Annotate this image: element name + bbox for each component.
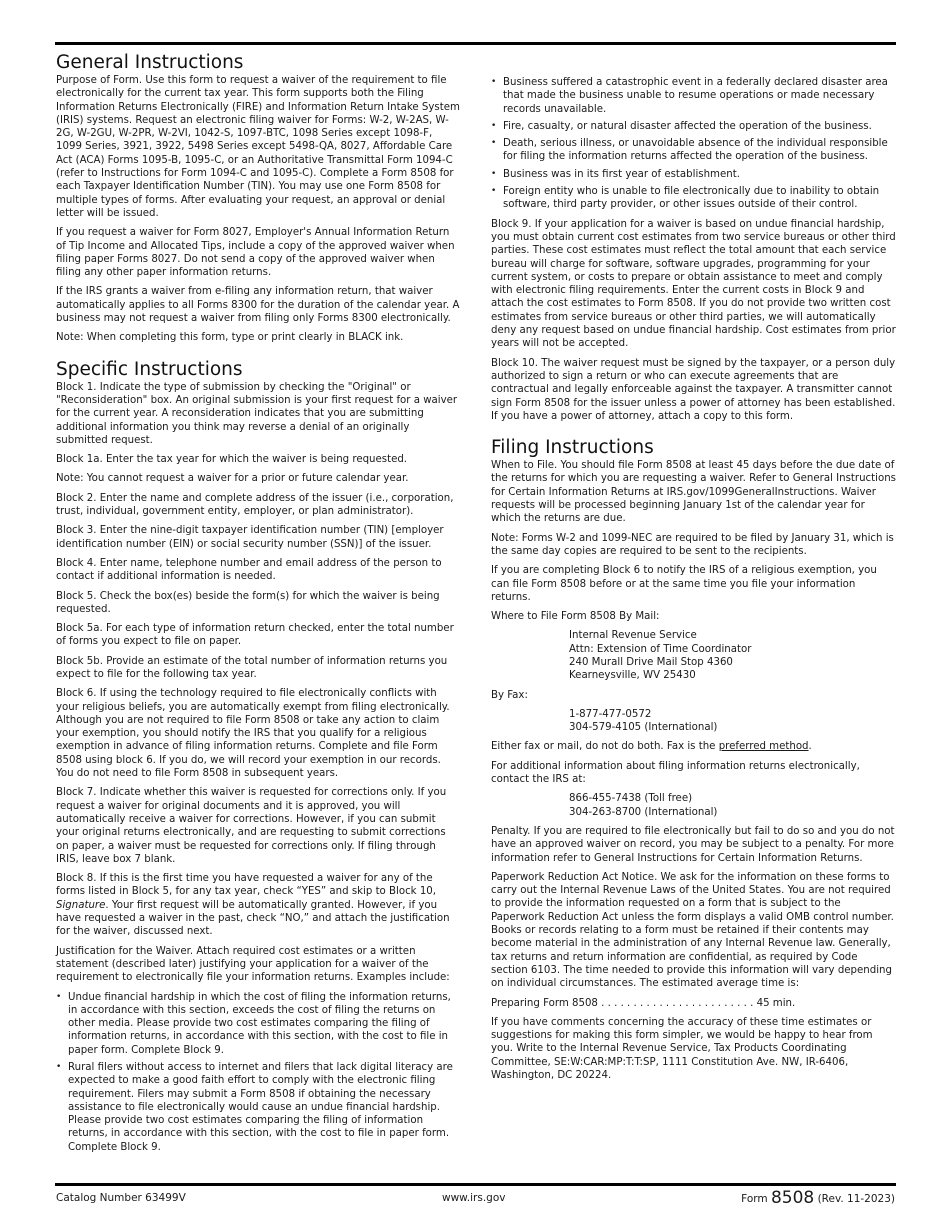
paragraph: Block 6. If using the technology required to file electronically conflicts with your religious beliefs, you are automatically exempt from filing electronically. Although you are not required to file Form 8508 or take any action to claim your exemption, you should notify the IRS that you qualify for a religious exemption in advance of filing information returns. Complete and file Form 8508 using block 6. If you do, we will record your exemption in our records. You do not need to file Form 8508 in subsequent years. [56, 688, 450, 780]
general-instructions-heading: General Instructions [56, 52, 244, 73]
catalog-number: Catalog Number 63499V [56, 1192, 186, 1204]
paragraph: Note: Forms W-2 and 1099-NEC are required to be filed by January 31, which is the same day copies are required to be sent to the recipients. [491, 532, 894, 557]
mailing-address [569, 629, 896, 682]
paragraph: When to File. You should file Form 8508 at least 45 days before the due date of the returns for which you are requesting a waiver. Refer to General Instructions for Certain Information Returns at IRS.gov/1099GeneralInstructions. Waiver requests will be processed beginning January 1st of the calendar year for which the returns are due. [491, 460, 896, 525]
block8-paragraph: Block 8. If this is the first time you have requested a waiver for any of the forms listed in Block 5, for any tax year, check “YES” and skip to Block 10, Signature. Your first request will be automatically granted. However, if you have requested a waiver in the past, check “NO,” and attach the justification for the waiver, discussed next. [56, 873, 450, 938]
preferred-method-text: preferred method [718, 741, 809, 753]
list-item: • Business was in its first year of establishment. [491, 168, 896, 181]
list-item: • Rural filers without access to internet and filers that lack digital literacy are expected to make a good faith effort to comply with the electronic filing requirement. Filers may submit a Form 8508 if obtaining the necessary assistance to file electronically would cause an undue financial hardship. Please provide two cost estimates comparing the filing of information returns, in accordance with this section, with the cost to file in paper form. Complete Block 9. [56, 1061, 460, 1154]
justification-paragraph: Justification for the Waiver. Attach required cost estimates or a written statement (described later) justifying your application for a waiver of the requirement to electronically file your information returns. Examples include: [56, 945, 450, 984]
contact-phones [569, 792, 896, 819]
fax-numbers [569, 708, 896, 735]
paragraph: Block 2. Enter the name and complete address of the issuer (i.e., corporation, trust, individual, government entity, employer, or plan administrator). [56, 492, 454, 518]
list-item: • Business suffered a catastrophic event in a federally declared disaster area that made the business unable to resume operations or made necessary records unavailable. [491, 76, 896, 116]
where-to-file-label: Where to File Form 8508 By Mail: [491, 611, 660, 623]
top-rule [55, 42, 896, 45]
phone-number: 304-263-8700 (International) [569, 806, 718, 818]
comments-paragraph: If you have comments concerning the accuracy of these time estimates or suggestions for making this form simpler, we would be happy to hear from you. Write to the Internal Revenue Service, Tax Products Coordinating Committee, SE:W:CAR:MP:T:T:SP, 1111 Constitution Ave. NW, IR-6406, Washington, DC 20224. [491, 1016, 873, 1081]
block9-paragraph: Block 9. If your application for a waiver is based on undue financial hardship, you must obtain current cost estimates from two service bureaus or other third parties. These cost estimates must reflect the total amount that each service bureau will charge for software, software upgrades, programming for your current system, or costs to prepare or obtain assistance to meet and comply with electronic filing requirements. Enter the current costs in Block 9 and attach the cost estimates to Form 8508. If you do not provide two written cost estimates from service bureaus or other third parties, we will automatically deny any request based on undue financial hardship. Cost estimates from prior years will not be accepted. [491, 218, 896, 350]
paragraph: If you are completing Block 6 to notify the IRS of a religious exemption, you can file Form 8508 before or at the same time you file your information returns. [491, 565, 877, 603]
address-line: Attn: Extension of Time Coordinator [569, 643, 752, 655]
specific-instructions-heading: Specific Instructions [56, 358, 243, 380]
paragraph: Block 4. Enter name, telephone number and email address of the person to contact if additional information is needed. [56, 557, 442, 583]
paragraph: Purpose of Form. Use this form to request a waiver of the requirement to file electronically for the current tax year. This form supports both the Filing Information Returns Electronically (FIRE) and Information Return Intake System (IRIS) systems. Request an electronic filing waiver for Forms: W-2, W-2AS, W-2G, W-2GU, W-2PR, W-2VI, 1042-S, 1097-BTC, 1098 Series except 1098-F, 1099 Series, 3921, 3922, 5498 Series except 5498-QA, 8027, Affordable Care Act (ACA) Forms 1095-B, 1095-C, or an Authoritative Transmittal Form 1094-C (refer to Instructions for Form 1094-C and 1095-C). Complete a Form 8508 for each Taxpayer Identification Number (TIN). You may use one Form 8508 for multiple types of forms. After evaluating your request, an approval or denial letter will be issued. [56, 75, 460, 219]
paragraph: Block 3. Enter the nine-digit taxpayer identification number (TIN) [employer identification number (EIN) or social security number (SSN)] of the issuer. [56, 525, 444, 550]
revision: (Rev. 11-2023) [817, 1193, 895, 1205]
justification-list [56, 991, 460, 1155]
paragraph: Note: You cannot request a waiver for a prior or future calendar year. [56, 473, 409, 485]
right-column [491, 52, 896, 1088]
form-number: 8508 [770, 1188, 815, 1208]
paragraph: If the IRS grants a waiver from e-filing any information return, that waiver automatically applies to all Forms 8300 for the duration of the calendar year. A business may not request a waiver from filing only Forms 8300 electronically. [56, 286, 460, 325]
phone-number: 866-455-7438 (Toll free) [569, 793, 693, 805]
list-item: • Death, serious illness, or unavoidable absence of the individual responsible for filing the information returns affected the operation of the business. [491, 137, 896, 164]
either-fax-or-mail: Either fax or mail, do not do both. Fax is the preferred method. [491, 741, 812, 753]
paragraph: If you request a waiver for Form 8027, Employer's Annual Information Return of Tip Income and Allocated Tips, include a copy of the approved waiver when filing paper Forms 8027. Do not send a copy of the approved waiver when filing any other paper information returns. [56, 227, 455, 279]
preparing-time: Preparing Form 8508 . . . . . . . . . . . . . . . . . . . . . . . . 45 min. [491, 997, 796, 1009]
paragraph: For additional information about filing information returns electronically, contact the IRS at: [491, 760, 860, 786]
paragraph: Block 5b. Provide an estimate of the total number of information returns you expect to file for the following tax year. [56, 655, 448, 680]
list-item: • Fire, casualty, or natural disaster affected the operation of the business. [491, 120, 896, 133]
left-column [56, 52, 460, 1160]
paragraph: Block 7. Indicate whether this waiver is requested for corrections only. If you request a waiver for original documents and it is approved, you will automatically receive a waiver for corrections. However, if you can submit your original returns electronically, and are requesting to submit corrections on paper, a waiver must be requested for corrections only. If filing through IRIS, leave box 7 blank. [56, 787, 447, 865]
address-line: Kearneysville, WV 25430 [569, 670, 696, 682]
filing-instructions-heading: Filing Instructions [491, 437, 654, 459]
list-item: • Undue financial hardship in which the cost of filing the information returns, in accordance with this section, exceeds the cost of filing the returns on other media. Please provide two cost estimates comparing the filing of information returns, in accordance with this section, with the cost to file in paper form. Complete Block 9. [56, 991, 460, 1057]
list-item: • Foreign entity who is unable to file electronically due to inability to obtain software, third party provider, or other issues outside of their control. [491, 185, 896, 212]
website: www.irs.gov [442, 1192, 506, 1204]
paperwork-paragraph: Paperwork Reduction Act Notice. We ask for the information on these forms to carry out the Internal Revenue Laws of the United States. You are not required to provide the information requested on a form that is subject to the Paperwork Reduction Act unless the form displays a valid OMB control number. Books or records relating to a form must be retained if their contents may become material in the administration of any Internal Revenue law. Generally, tax returns and return information are confidential, as required by Code section 6103. The time needed to provide this information will vary depending on individual circumstances. The estimated average time is: [491, 871, 894, 990]
paragraph: Note: When completing this form, type or print clearly in BLACK ink. [56, 332, 404, 344]
penalty-paragraph: Penalty. If you are required to file electronically but fail to do so and you do not have an approved waiver on record, you may be subject to a penalty. For more information refer to General Instructions for Certain Information Returns. [491, 825, 895, 864]
paragraph: Block 1. Indicate the type of submission by checking the "Original" or "Reconsideration" box. An original submission is your first request for a waiver for the current year. A reconsideration indicates that you are submitting additional information you think may reverse a denial of an originally submitted request. [56, 381, 458, 446]
paragraph: Block 5. Check the box(es) beside the form(s) for which the waiver is being requested. [56, 590, 440, 615]
fax-number: 1-877-477-0572 [569, 708, 652, 720]
paragraph: Block 5a. For each type of information return checked, enter the total number of forms you expect to file on paper. [56, 623, 454, 648]
paragraph: Block 1a. Enter the tax year for which the waiver is being requested. [56, 454, 408, 466]
block10-paragraph: Block 10. The waiver request must be signed by the taxpayer, or a person duly authorized to sign a return or who can execute agreements that are contractual and legally enforceable against the taxpayer. A transmitter cannot sign Form 8508 for the issuer unless a power of attorney has been established. If you have a power of attorney, attach a copy to this form. [491, 357, 896, 422]
by-fax-label: By Fax: [491, 689, 528, 701]
address-line: Internal Revenue Service [569, 630, 697, 642]
justification-list-continued [491, 76, 896, 212]
address-line: 240 Murall Drive Mail Stop 4360 [569, 656, 733, 668]
form-identifier: Form 8508 (Rev. 11-2023) [741, 1188, 895, 1208]
bottom-rule [55, 1183, 896, 1186]
fax-number: 304-579-4105 (International) [569, 722, 718, 734]
